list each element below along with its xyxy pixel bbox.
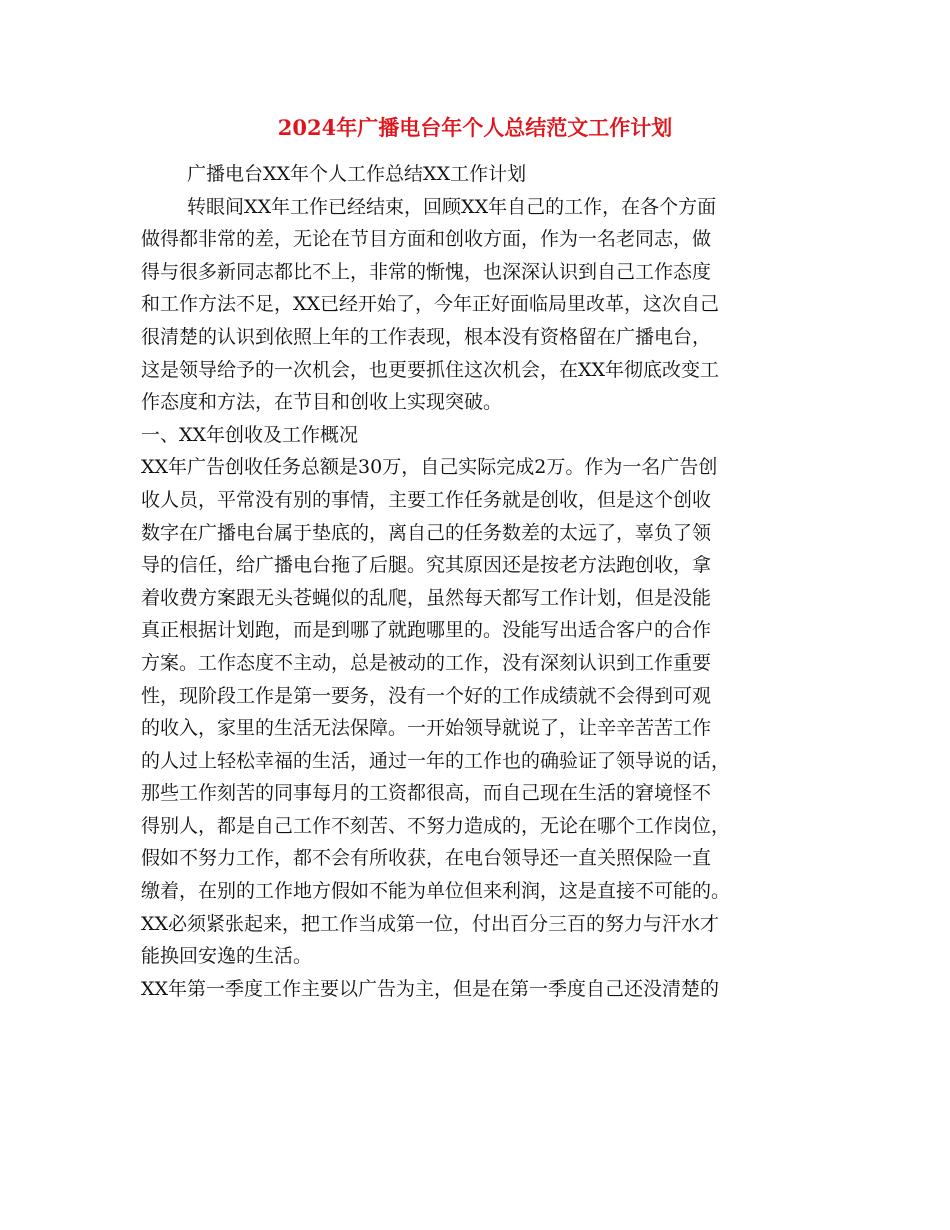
text-line: 能换回安逸的生活。: [141, 945, 313, 968]
paragraph: [141, 973, 801, 1006]
text-line: 着收费方案跟无头苍蝇似的乱爬，虽然每天都写工作计划，但是没能: [141, 586, 712, 609]
text-line: 作态度和方法，在节目和创收上实现突破。: [141, 391, 503, 414]
text-line: 数字在广播电台属于垫底的，离自己的任务数差的太远了，辜负了领: [141, 521, 712, 544]
text-line: 性，现阶段工作是第一要务，没有一个好的工作成绩就不会得到可观: [141, 684, 712, 707]
text-line: XX必须紧张起来，把工作当成第一位，付出百分三百的努力与汗水才: [141, 912, 720, 935]
paragraph: [141, 451, 801, 973]
text-line: XX年广告创收任务总额是30万，自己实际完成2万。作为一名广告创: [141, 456, 718, 479]
text-line: 一、XX年创收及工作概况: [141, 423, 359, 446]
paragraph: [141, 419, 801, 452]
text-line: 真正根据计划跑，而是到哪了就跑哪里的。没能写出适合客户的合作: [141, 619, 712, 642]
text-line: 那些工作刻苦的同事每月的工资都很高，而自己现在生活的窘境怪不: [141, 782, 712, 805]
paragraph: [141, 158, 801, 191]
paragraph: [141, 191, 801, 419]
text-line: 广播电台XX年个人工作总结XX工作计划: [187, 163, 527, 185]
text-line: XX年第一季度工作主要以广告为主，但是在第一季度自己还没清楚的: [141, 977, 720, 1000]
text-line: 做得都非常的差，无论在节目方面和创收方面，作为一名老同志，做: [141, 228, 712, 251]
text-line: 方案。工作态度不主动，总是被动的工作，没有深刻认识到工作重要: [141, 651, 712, 674]
text-line: 这是领导给予的一次机会，也更要抓住这次机会，在XX年彻底改变工: [141, 358, 720, 381]
text-line: 的收入，家里的生活无法保障。一开始领导就说了，让辛辛苦苦工作: [141, 717, 712, 740]
text-line: 导的信任，给广播电台拖了后腿。究其原因还是按老方法跑创收，拿: [141, 554, 712, 577]
text-line: 缴着，在别的工作地方假如不能为单位但来利润，这是直接不可能的。: [141, 880, 731, 903]
text-line: 转眼间XX年工作已经结束，回顾XX年自己的工作，在各个方面: [187, 195, 717, 218]
text-line: 得与很多新同志都比不上，非常的惭愧，也深深认识到自己工作态度: [141, 260, 712, 283]
document-body: [141, 158, 801, 1005]
text-line: 和工作方法不足，XX已经开始了，今年正好面临局里改革，这次自己: [141, 293, 720, 316]
text-line: 得别人，都是自己工作不刻苦、不努力造成的，无论在哪个工作岗位，: [141, 814, 731, 837]
text-line: 的人过上轻松幸福的生活，通过一年的工作也的确验证了领导说的话，: [141, 749, 731, 772]
document-title: 2024年广播电台年个人总结范文工作计划: [277, 115, 673, 140]
text-line: 收人员，平常没有别的事情，主要工作任务就是创收，但是这个创收: [141, 488, 712, 511]
text-line: 假如不努力工作，都不会有所收获，在电台领导还一直关照保险一直: [141, 847, 712, 870]
text-line: 很清楚的认识到依照上年的工作表现，根本没有资格留在广播电台，: [141, 325, 712, 348]
